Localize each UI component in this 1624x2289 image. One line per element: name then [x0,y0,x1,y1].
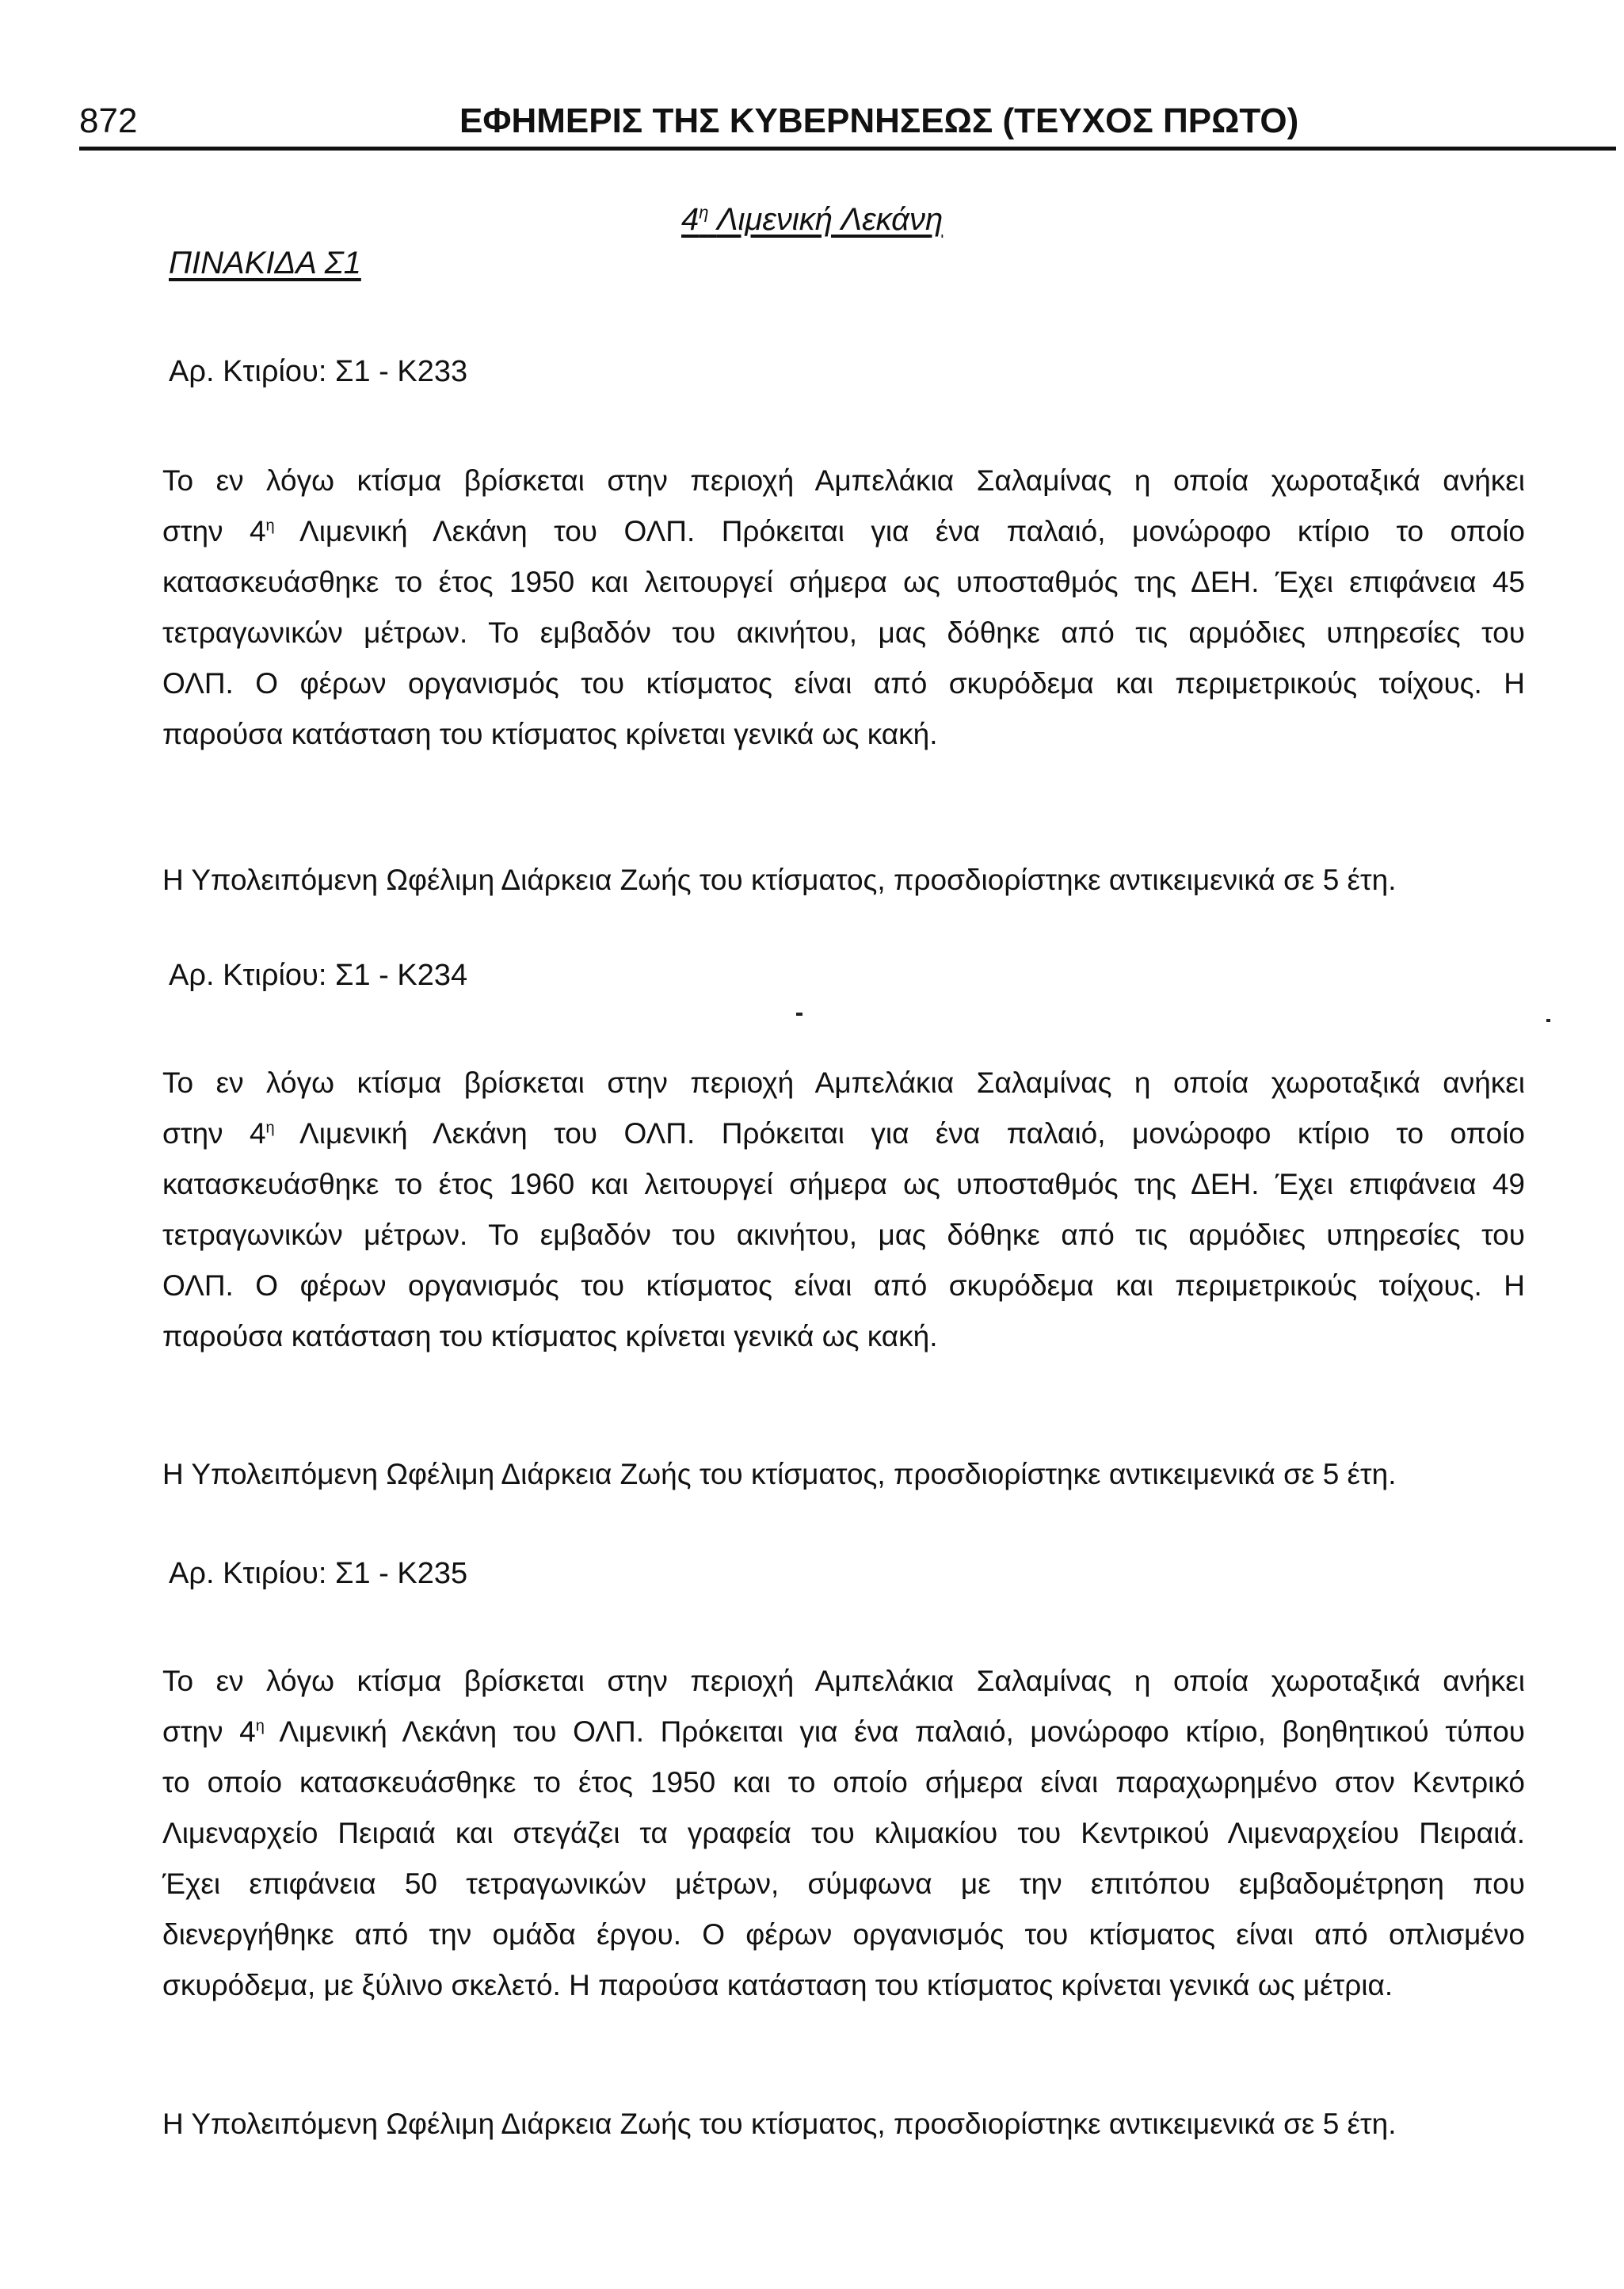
text-line: Το εν λόγω κτίσμα βρίσκεται στην περιοχή Αμπελάκια Σαλαμίνας η οποία χωροταξικά ανήκει [162,1665,1525,1697]
text-line: στην $4^\eta$ Λιμενική Λεκάνη του ΟΛΠ. Πρόκειται για ένα παλαιό, μονώροφο κτίριο το οποίο [162,515,1525,547]
text-line: παρούσα κατάσταση του κτίσματος κρίνεται γενικά ως κακή. [162,718,938,750]
building-id-k235: Αρ. Κτιρίου: Σ1 - Κ235 [169,1557,468,1590]
building-description-k234 [162,1058,1525,1362]
scan-speck [796,1013,802,1016]
text-line: παρούσα κατάσταση του κτίσματος κρίνεται γενικά ως κακή. [162,1320,938,1352]
text-line: κατασκευάσθηκε το έτος 1950 και λειτουργεί σήμερα ως υποσταθμός της ΔΕΗ. Έχει επιφάνεια 45 [162,566,1525,598]
text-line: τετραγωνικών μέτρων. Το εμβαδόν του ακινήτου, μας δόθηκε από τις αρμόδιες υπηρεσίες του [162,616,1525,649]
section-ordinal: η [699,202,709,223]
text-line: στην $4^\eta$ Λιμενική Λεκάνη του ΟΛΠ. Πρόκειται για ένα παλαιό, μονώροφο κτίριο το οποίο [162,1117,1525,1150]
text-line: στην $4^\eta$ Λιμενική Λεκάνη του ΟΛΠ. Πρόκειται για ένα παλαιό, μονώροφο κτίριο, βοηθητικού τύπου [162,1715,1526,1748]
text-line: τετραγωνικών μέτρων. Το εμβαδόν του ακινήτου, μας δόθηκε από τις αρμόδιες υπηρεσίες του [162,1219,1525,1251]
text-line: Έχει επιφάνεια 50 τετραγωνικών μέτρων, σύμφωνα με την επιτόπου εμβαδομέτρηση που [162,1867,1525,1900]
text-line: κατασκευάσθηκε το έτος 1960 και λειτουργεί σήμερα ως υποσταθμός της ΔΕΗ. Έχει επιφάνεια 49 [162,1168,1525,1200]
text-line: ΟΛΠ. Ο φέρων οργανισμός του κτίσματος είναι από σκυρόδεμα και περιμετρικούς τοίχους. Η [162,667,1525,700]
building-id-k233: Αρ. Κτιρίου: Σ1 - Κ233 [169,355,468,388]
text-line: Το εν λόγω κτίσμα βρίσκεται στην περιοχή Αμπελάκια Σαλαμίνας η οποία χωροταξικά ανήκει [162,1066,1525,1099]
text-line: σκυρόδεμα, με ξύλινο σκελετό. Η παρούσα κατάσταση του κτίσματος κρίνεται γενικά ως μέτρια. [162,1969,1393,2001]
text-line: ΟΛΠ. Ο φέρων οργανισμός του κτίσματος είναι από σκυρόδεμα και περιμετρικούς τοίχους. Η [162,1269,1525,1302]
building-id-k234: Αρ. Κτιρίου: Σ1 - Κ234 [169,959,468,992]
remaining-life-k235: Η Υπολειπόμενη Ωφέλιμη Διάρκεια Ζωής του κτίσματος, προσδιορίστηκε αντικειμενικά σε 5 έτη. [162,2108,1397,2140]
section-number: 4 [681,202,700,237]
building-description-k233 [162,456,1525,760]
text-line: το οποίο κατασκευάσθηκε το έτος 1950 και το οποίο σήμερα είναι παραχωρημένο στον Κεντρικό [162,1766,1525,1799]
text-line: Λιμεναρχείο Πειραιά και στεγάζει τα γραφεία του κλιμακίου του Κεντρικού Λιμεναρχείου Πειραιά. [162,1817,1525,1849]
remaining-life-k233: Η Υπολειπόμενη Ωφέλιμη Διάρκεια Ζωής του κτίσματος, προσδιορίστηκε αντικειμενικά σε 5 έτη. [162,864,1397,896]
section-title [681,202,943,238]
running-title: ΕΦΗΜΕΡΙΣ ΤΗΣ ΚΥΒΕΡΝΗΣΕΩΣ (ΤΕΥΧΟΣ ΠΡΩΤΟ) [459,101,1299,140]
remaining-life-k234: Η Υπολειπόμενη Ωφέλιμη Διάρκεια Ζωής του κτίσματος, προσδιορίστηκε αντικειμενικά σε 5 έτη. [162,1458,1397,1490]
plate-label: ΠΙΝΑΚΙΔΑ Σ1 [169,246,361,280]
building-description-k235 [162,1656,1525,2011]
text-line: διενεργήθηκε από την ομάδα έργου. Ο φέρων οργανισμός του κτίσματος είναι από οπλισμένο [162,1918,1525,1951]
page-number: 872 [79,101,138,140]
section-title-text: Λιμενική Λεκάνη [716,202,944,237]
header-rule [79,147,1616,151]
text-line: Το εν λόγω κτίσμα βρίσκεται στην περιοχή Αμπελάκια Σαλαμίνας η οποία χωροταξικά ανήκει [162,464,1525,497]
scan-speck [1546,1019,1550,1022]
